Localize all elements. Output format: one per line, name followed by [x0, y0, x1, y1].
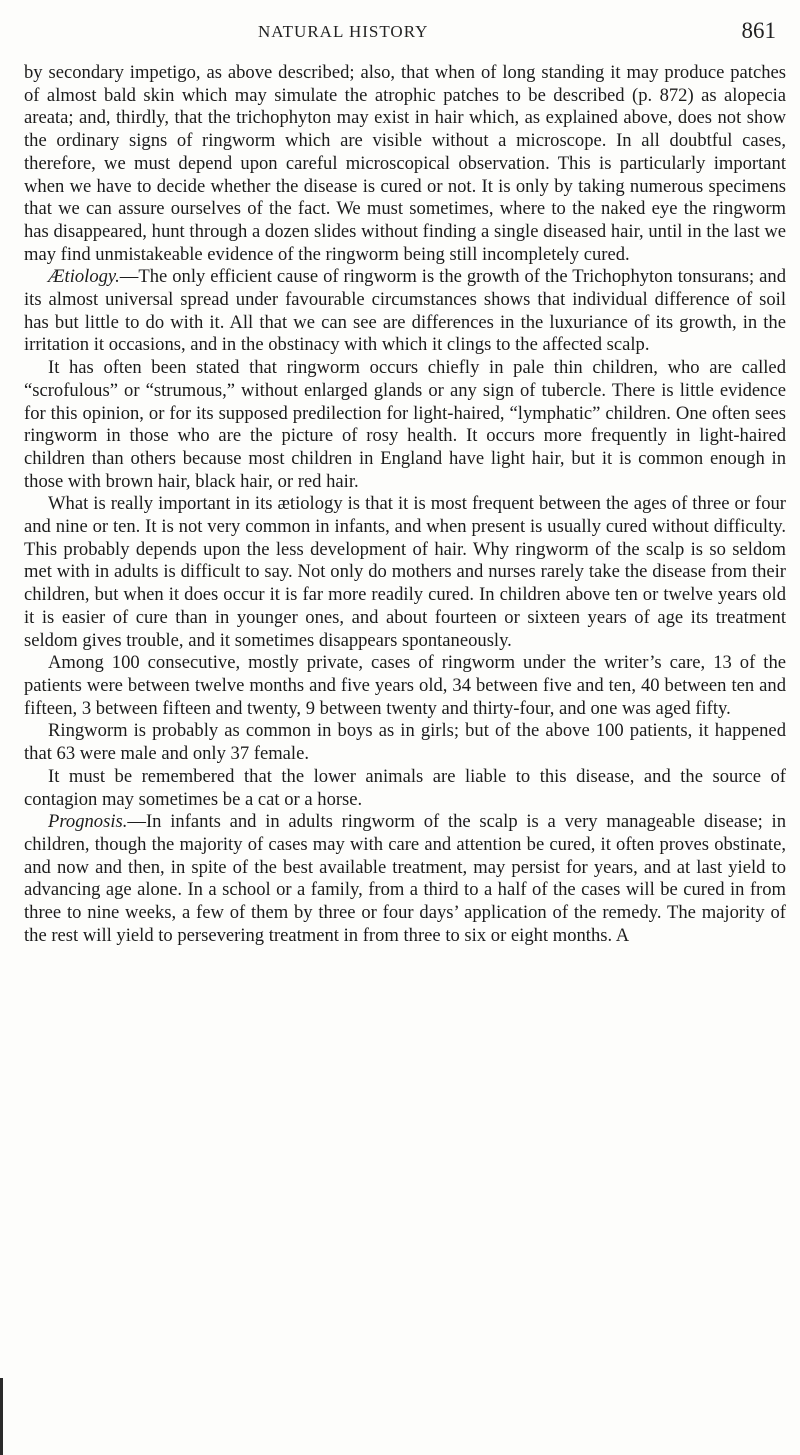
- paragraph-animals: [24, 766, 786, 811]
- paragraph-text: —In infants and in adults ringworm of the scalp is a very manageable disease; in children, though the majority of cases may with care and attention be cured, it often proves obstinate, and now and then, in spite of the best available treatment, may persist for years, and at last yield to advancing age alone. In a school or a family, from a third to a half of the cases will be cured in from three to nine weeks, a few of them by three or four days’ application of the remedy. The majority of the rest will yield to persevering treatment in from three to six or eight months. A: [24, 811, 786, 946]
- paragraph-text: Ringworm is probably as common in boys as in girls; but of the above 100 patients, it happened that 63 were male and only 37 female.: [24, 720, 786, 765]
- paragraph-complexion: [24, 357, 786, 493]
- paragraph-text: It has often been stated that ringworm occurs chiefly in pale thin children, who are called “scrofulous” or “strumous,” without enlarged glands or any sign of tubercle. There is little evidence for this opinion, or for its supposed predilection for light-haired, “lymphatic” children. One often sees ringworm in those who are the picture of rosy health. It occurs more frequently in light-haired children than others because most children in England have light hair, but it is common enough in those with brown hair, black hair, or red hair.: [24, 357, 786, 492]
- paragraph-text: It must be remembered that the lower animals are liable to this disease, and the source of contagion may sometimes be a cat or a horse.: [24, 765, 786, 810]
- paragraph-aetiology: [24, 266, 786, 357]
- paragraph-text: —The only efficient cause of ringworm is the growth of the Trichophyton tonsurans; and its almost universal spread under favourable circumstances shows that individual difference of soil has but little to do with it. All that we can see are differences in the luxuriance of its growth, in the irritation it occasions, and in the obstinacy with which it clings to the affected scalp.: [24, 266, 786, 356]
- paragraph-text: Among 100 consecutive, mostly private, cases of ringworm under the writer’s care, 13 of the patients were between twelve months and five years old, 34 between five and ten, 40 between ten and fifteen, 3 between fifteen and twenty, 9 between twenty and thirty-four, and one was aged fifty.: [24, 652, 786, 719]
- section-heading-prognosis: Prognosis.: [48, 811, 128, 833]
- paragraph-continuation: [24, 62, 786, 266]
- running-head: NATURAL HISTORY: [258, 22, 429, 41]
- body-text: [24, 62, 786, 947]
- paragraph-case-statistics: [24, 652, 786, 720]
- page-edge-mark: [0, 1378, 3, 1455]
- section-heading-aetiology: Ætiology.: [48, 266, 120, 288]
- paragraph-text: by secondary impetigo, as above described; also, that when of long standing it may produce patches of almost bald skin which may simulate the atrophic patches to be described (p. 872) as alopecia areata; and, thirdly, that the trichophyton may exist in hair which, as explained above, does not show the ordinary signs of ringworm which are visible without a microscope. In all doubtful cases, therefore, we must depend upon careful microscopical observation. This is particularly important when we have to decide whether the disease is cured or not. It is only by taking numerous specimens that we can assure ourselves of the fact. We must sometimes, where to the naked eye the ringworm has disappeared, hunt through a dozen slides without finding a single diseased hair, until in the last we may find unmistakeable evidence of the ringworm being still incompletely cured.: [24, 62, 786, 265]
- paragraph-prognosis: [24, 811, 786, 947]
- paragraph-text: What is really important in its ætiology is that it is most frequent between the ages of three or four and nine or ten. It is not very common in infants, and when present is usually cured without difficulty. This probably depends upon the less development of hair. Why ringworm of the scalp is so seldom met with in adults is difficult to say. Not only do mothers and nurses rarely take the disease from their children, but when it does occur it is far more readily cured. In children above ten or twelve years old it is easier of cure than in younger ones, and about fourteen or sixteen years of age its treatment seldom gives trouble, and it sometimes disappears spontaneously.: [24, 493, 786, 651]
- paragraph-sex: [24, 720, 786, 765]
- paragraph-age: [24, 493, 786, 652]
- page-number: 861: [741, 18, 776, 43]
